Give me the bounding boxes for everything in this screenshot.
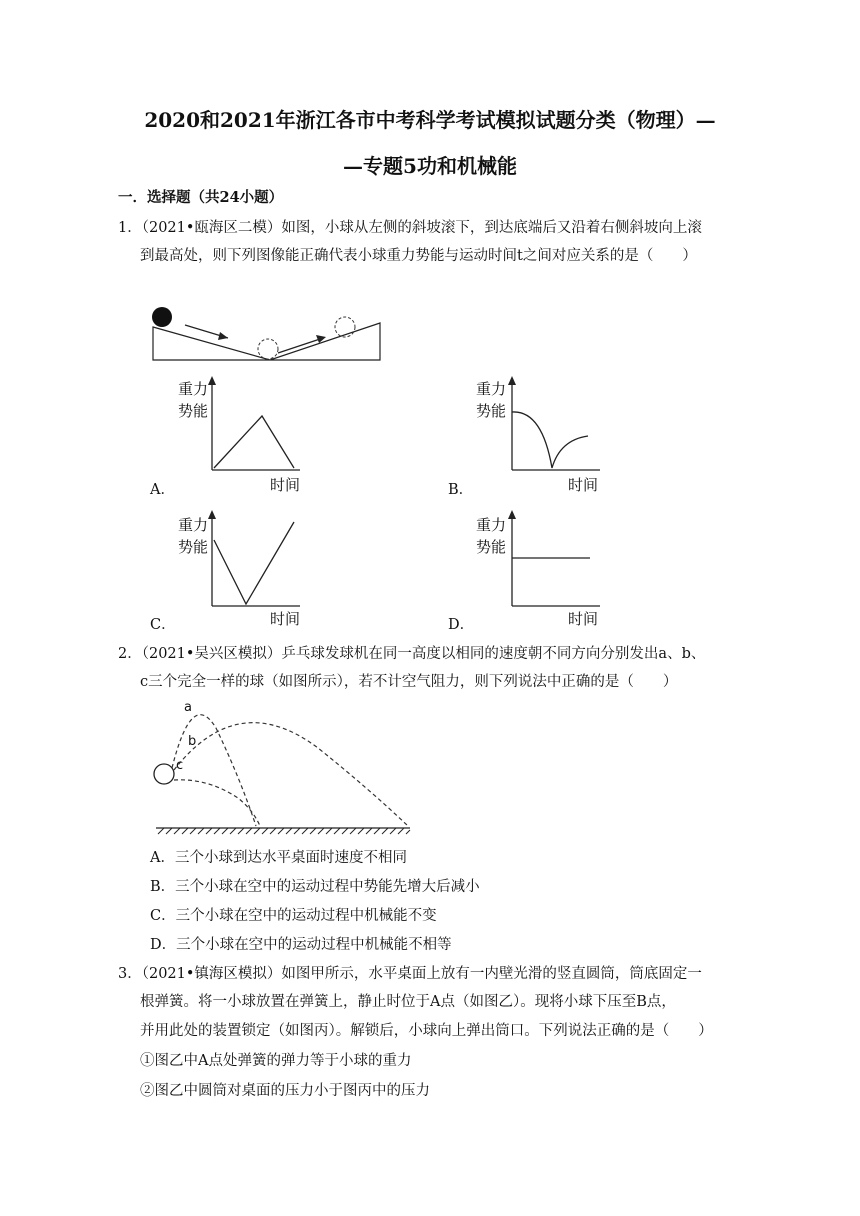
q1-option-b: B． <box>448 482 474 498</box>
q1-graph-a-xlabel: 时间 <box>270 476 301 494</box>
q2-option-b: B．三个小球在空中的运动过程中势能先增大后减小 <box>150 879 480 895</box>
q2-label-b: b <box>188 734 197 749</box>
ball-start <box>152 307 172 327</box>
q1-graph-c-xlabel: 时间 <box>270 610 301 628</box>
q1-graph-b-ylabel2: 势能 <box>476 402 507 420</box>
q2-trajectory-figure <box>148 698 418 838</box>
q2-label-c: c <box>176 758 184 773</box>
q1-graph-d-ylabel2: 势能 <box>476 538 507 556</box>
q2-stem-line2: c三个完全一样的球（如图所示），若不计空气阻力，则下列说法中正确的是（ ） <box>140 674 678 690</box>
ball-bottom <box>258 339 278 359</box>
q3-item-2: ②图乙中圆筒对桌面的压力小于图丙中的压力 <box>140 1083 430 1099</box>
q3-item-1: ①图乙中A点处弹簧的弹力等于小球的重力 <box>140 1053 412 1069</box>
q1-slope-figure <box>150 305 390 365</box>
q1-option-d: D． <box>448 617 475 633</box>
q1-graph-a-ylabel2: 势能 <box>178 402 209 420</box>
page-title-line1: 2020和2021年浙江各市中考科学考试模拟试题分类（物理）— <box>144 108 716 132</box>
q3-stem-line2: 根弹簧。将一小球放置在弹簧上，静止时位于A点（如图乙）。现将小球下压至B点， <box>140 994 676 1010</box>
q1-graph-c-ylabel1: 重力 <box>178 516 209 534</box>
q3-stem-line3: 并用此处的装置锁定（如图丙）。解锁后，小球向上弹出筒口。下列说法正确的是（ ） <box>140 1023 713 1039</box>
q1-graph-c-ylabel2: 势能 <box>178 538 209 556</box>
q2-option-c: C．三个小球在空中的运动过程中机械能不变 <box>150 908 437 924</box>
q2-label-a: a <box>184 700 192 715</box>
q1-graph-a-ylabel1: 重力 <box>178 380 209 398</box>
q1-graph-b-ylabel1: 重力 <box>476 380 507 398</box>
q1-graph-d-ylabel1: 重力 <box>476 516 507 534</box>
q1-graph-b-xlabel: 时间 <box>568 476 599 494</box>
q2-option-d: D．三个小球在空中的运动过程中机械能不相等 <box>150 937 452 953</box>
q1-option-c: C． <box>150 617 176 633</box>
launcher-ball <box>154 764 174 784</box>
q1-option-a: A． <box>150 482 175 498</box>
q3-stem-line1: 3．（2021•镇海区模拟）如图甲所示，水平桌面上放有一内壁光滑的竖直圆筒，筒底固定一 <box>118 966 702 982</box>
q1-stem-line2: 到最高处，则下列图像能正确代表小球重力势能与运动时间t之间对应关系的是（ ） <box>140 248 697 264</box>
section-heading: 一．选择题（共24小题） <box>118 189 284 206</box>
q1-graph-d-xlabel: 时间 <box>568 610 599 628</box>
q1-stem-line1: 1．（2021•瓯海区二模）如图，小球从左侧的斜坡滚下，到达底端后又沿着右侧斜坡向上滚 <box>118 220 702 236</box>
page-title-line2: —专题5功和机械能 <box>343 154 517 178</box>
ball-top <box>335 317 355 337</box>
q2-stem-line1: 2．（2021•吴兴区模拟）乒乓球发球机在同一高度以相同的速度朝不同方向分别发出a、b、 <box>118 646 706 662</box>
q2-option-a: A．三个小球到达水平桌面时速度不相同 <box>150 850 407 866</box>
